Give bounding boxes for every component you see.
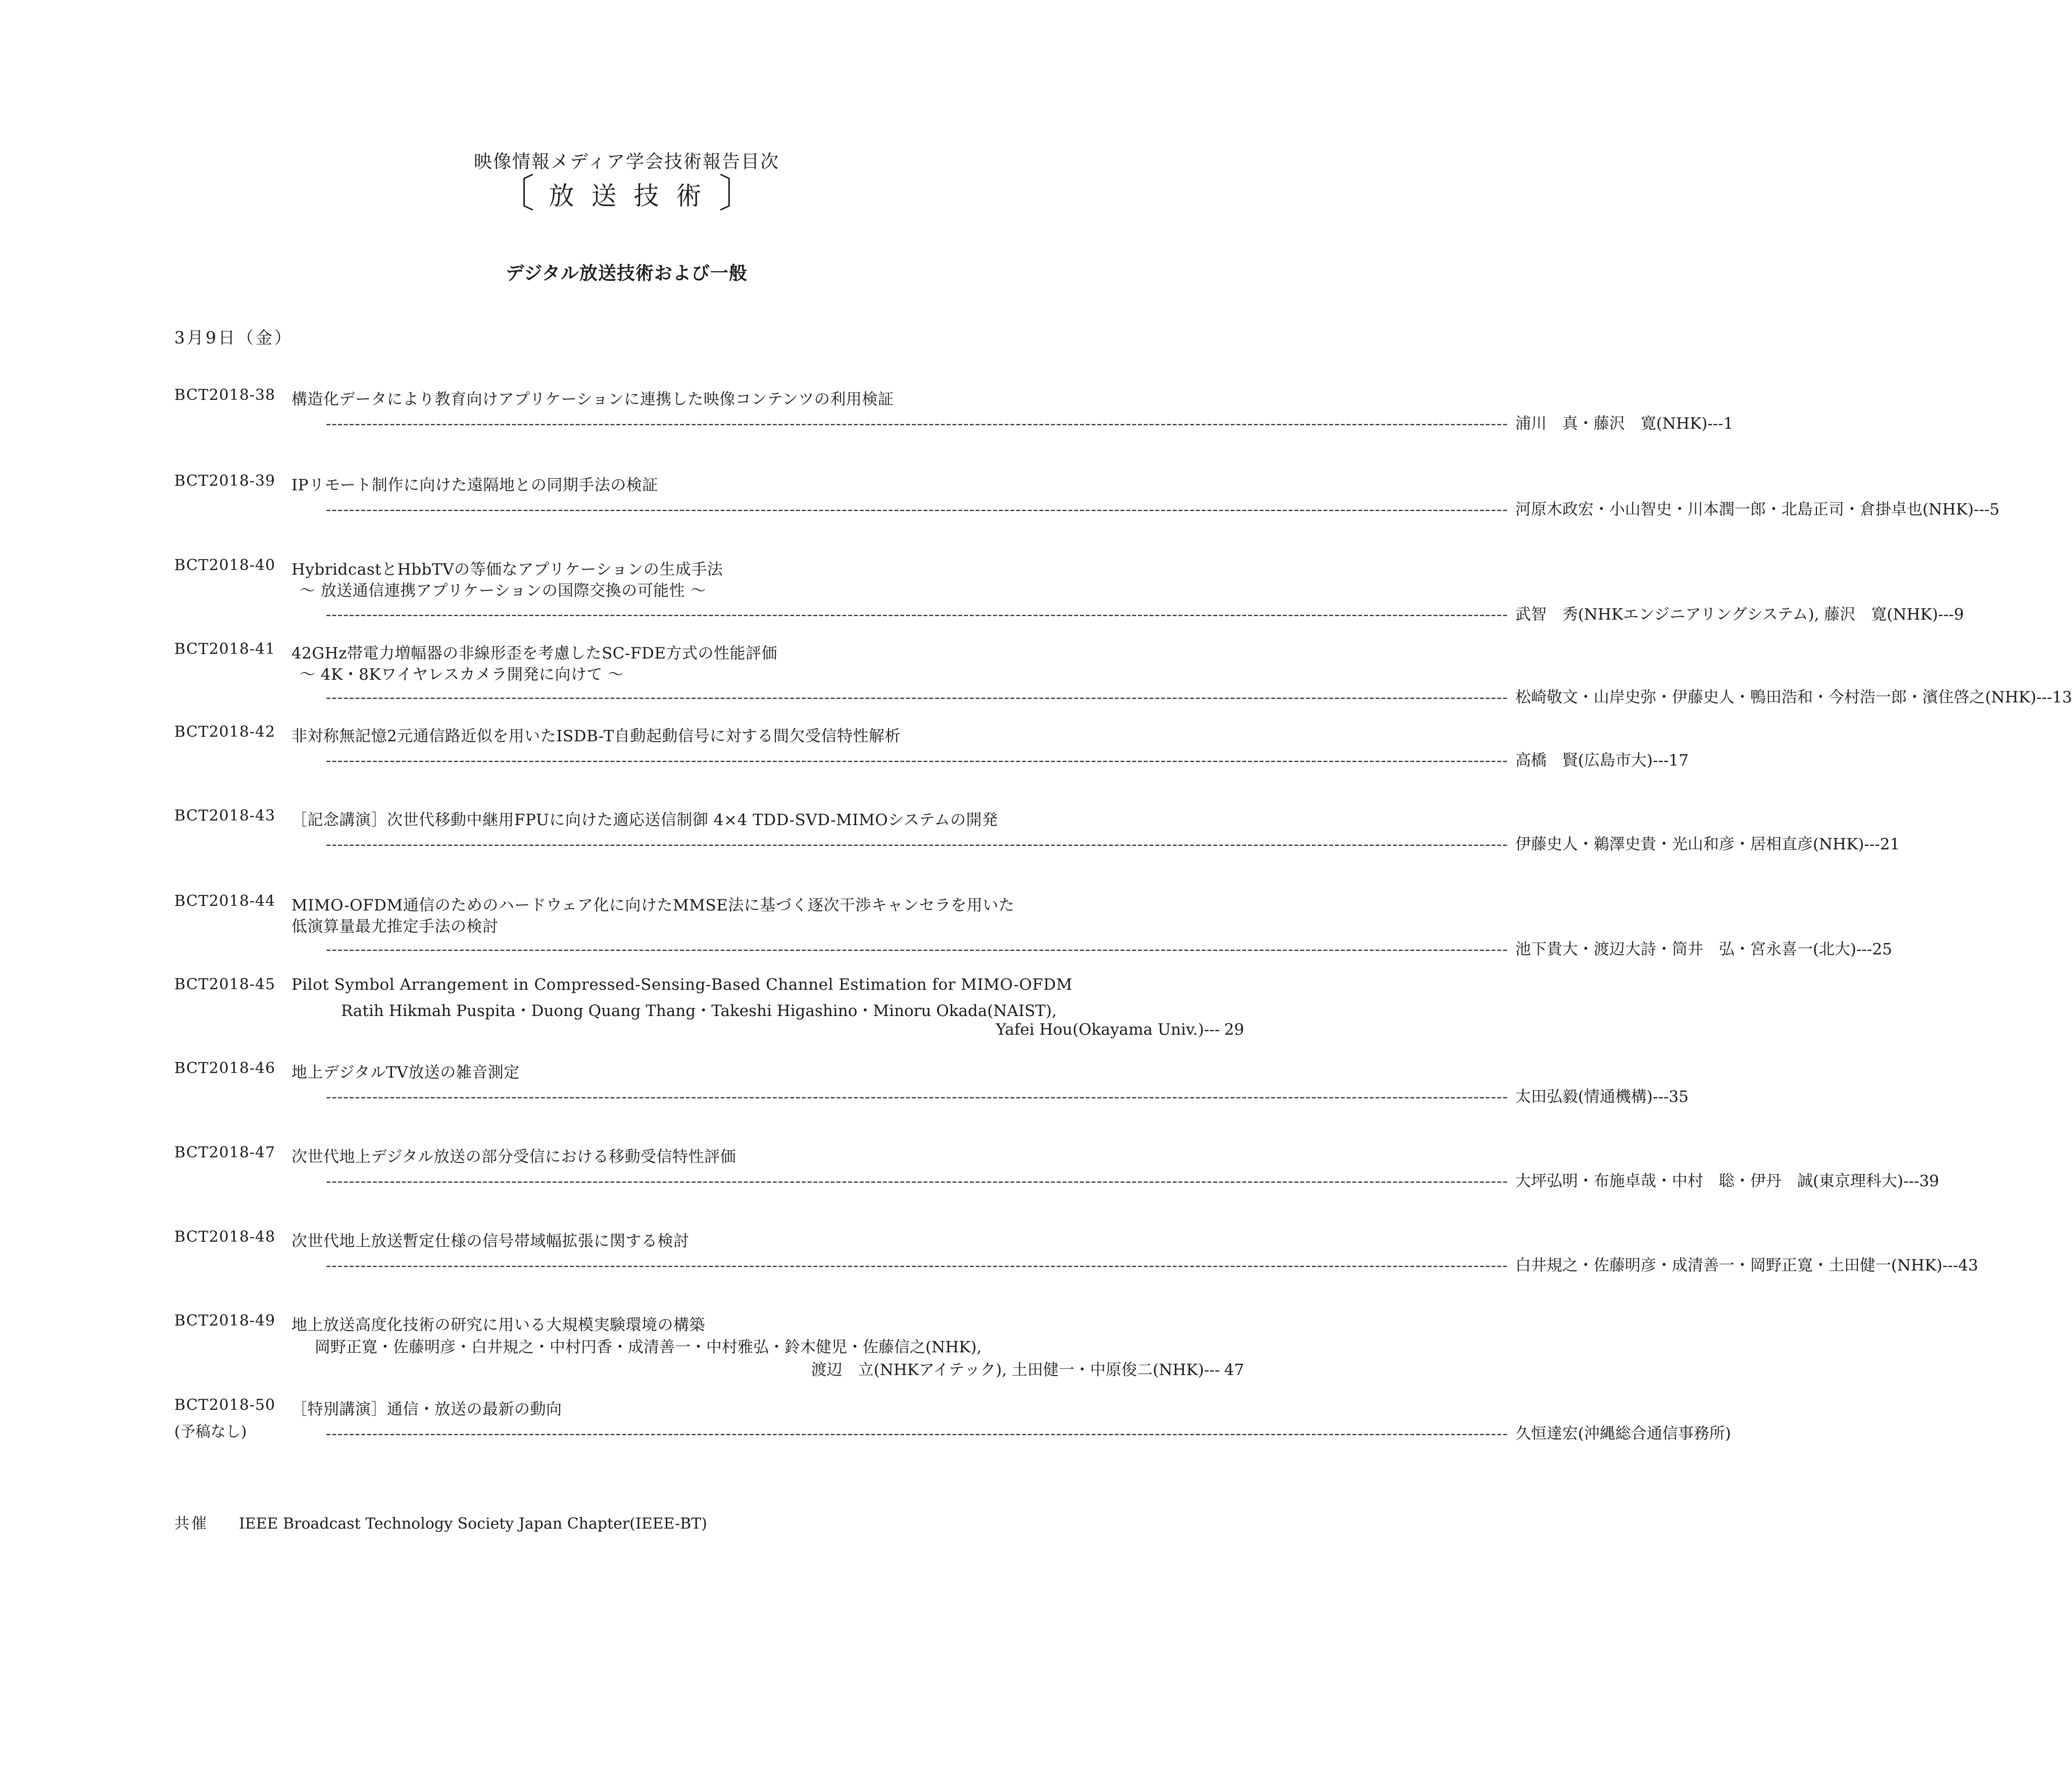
entry-page: 17 xyxy=(1668,751,1689,770)
leader-dashes: ------------------------------------------------------------------------------------------------------------------------------------------------------------------------------------------------------------ xyxy=(326,751,1508,770)
entry-authors-line2: 渡辺 立(NHKアイテック), 土田健一・中原俊二(NHK) xyxy=(811,1361,1204,1379)
entry-title: MIMO-OFDM通信のためのハードウェア化に向けたMMSE法に基づく逐次干渉キャンセラを用いた xyxy=(291,896,1015,915)
entry-author-line: 渡辺 立(NHKアイテック), 土田健一・中原俊二(NHK) --- 47 xyxy=(326,1357,1244,1380)
entry-authors: 白井規之・佐藤明彦・成清善一・岡野正寛・土田健一(NHK) xyxy=(1515,1256,1943,1275)
entry-author-line xyxy=(326,1421,1732,1443)
entry-author-line: ------------------------------------------------------------------------------------------------------------------------------------------------------------------------------------------------------------ 太田弘毅(情通機構) --- 35 xyxy=(326,1084,1244,1106)
entry-author-line: ------------------------------------------------------------------------------------------------------------------------------------------------------------------------------------------------------------ 松崎敬文・山岸史弥・伊藤史人・鴨田浩和・今村浩一郎・濱住啓之(NHK) --- 13 xyxy=(326,684,1244,707)
leader-dashes: ------------------------------------------------------------------------------------------------------------------------------------------------------------------------------------------------------------ xyxy=(326,500,1508,519)
entry-title: ［記念講演］次世代移動中継用FPUに向けた適応送信制御 4×4 TDD-SVD-MIMOシステムの開発 xyxy=(291,811,998,829)
entry-title: 地上デジタルTV放送の雑音測定 xyxy=(291,1064,520,1082)
entry-id: BCT2018-41 xyxy=(174,640,276,658)
entry-authors: 池下貴大・渡辺大詩・筒井 弘・宮永喜一(北大) xyxy=(1515,940,1857,958)
entry-title: 構造化データにより教育向けアプリケーションに連携した映像コンテンツの利用検証 xyxy=(291,390,894,409)
category-name: 放送技術 xyxy=(549,181,719,211)
entry-authors: 松崎敬文・山岸史弥・伊藤史人・鴨田浩和・今村浩一郎・濱住啓之(NHK) xyxy=(1515,688,2037,706)
entry-title: HybridcastとHbbTVの等価なアプリケーションの生成手法 xyxy=(291,561,723,579)
entry-authors: 浦川 真・藤沢 寛(NHK) xyxy=(1515,415,1708,433)
entry-id xyxy=(174,1396,275,1441)
entry-author-line: ------------------------------------------------------------------------------------------------------------------------------------------------------------------------------------------------------------ 池下貴大・渡辺大詩・筒井 弘・宮永喜一(北大) --- 25 xyxy=(326,936,1244,959)
entry-page: 13 xyxy=(2052,688,2072,706)
entry-authors-line2: Yafei Hou(Okayama Univ.) xyxy=(996,1021,1204,1039)
entry-title: 次世代地上デジタル放送の部分受信における移動受信特性評価 xyxy=(291,1148,736,1166)
session-date: 3月9日（金） xyxy=(174,328,293,347)
entry-authors: 武智 秀(NHKエンジニアリングシステム), 藤沢 寛(NHK) xyxy=(1515,605,1938,624)
entry-authors: 高橋 賢(広島市大) xyxy=(1515,751,1653,770)
entry-id: BCT2018-40 xyxy=(174,556,276,574)
entry-author-line: ------------------------------------------------------------------------------------------------------------------------------------------------------------------------------------------------------------ 河原木政宏・小山智史・川本潤一郎・北島正司・倉掛卓也(NHK) --- 5 xyxy=(326,496,1244,519)
sponsor-line xyxy=(174,1511,707,1533)
entry-title: 次世代地上放送暫定仕様の信号帯域幅拡張に関する検討 xyxy=(291,1232,689,1250)
leader-dashes: ------------------------------------------------------------------------------------------------------------------------------------------------------------------------------------------------------------ xyxy=(326,1172,1508,1190)
entry-title: 地上放送高度化技術の研究に用いる大規模実験環境の構築 xyxy=(291,1316,705,1334)
entry-authors: 河原木政宏・小山智史・川本潤一郎・北島正司・倉掛卓也(NHK) xyxy=(1515,500,1974,519)
entry-author-line: ------------------------------------------------------------------------------------------------------------------------------------------------------------------------------------------------------------ 大坪弘明・布施卓哉・中村 聡・伊丹 誠(東京理科大) --- 39 xyxy=(326,1168,1244,1191)
entry-author-line: ------------------------------------------------------------------------------------------------------------------------------------------------------------------------------------------------------------ 武智 秀(NHKエンジニアリングシステム), 藤沢 寛(NHK) --- 9 xyxy=(326,601,1244,624)
close-bracket: 〕 xyxy=(718,171,758,217)
entry-authors: 太田弘毅(情通機構) xyxy=(1515,1088,1653,1106)
entry-title: IPリモート制作に向けた遠隔地との同期手法の検証 xyxy=(291,476,658,494)
entry-authors-line1: Ratih Hikmah Puspita・Duong Quang Thang・Takeshi Higashino・Minoru Okada(NAIST), xyxy=(341,1002,1057,1020)
entry-page: 29 xyxy=(1224,1021,1244,1039)
entry-id: BCT2018-44 xyxy=(174,892,276,910)
leader-dashes: ------------------------------------------------------------------------------------------------------------------------------------------------------------------------------------------------------------ xyxy=(326,940,1508,958)
report-series-title: 映像情報メディア学会技術報告目次 xyxy=(473,151,780,172)
entry-page: 1 xyxy=(1723,415,1734,433)
leader-dashes: ------------------------------------------------------------------------------------------------------------------------------------------------------------------------------------------------------------ xyxy=(326,605,1508,624)
entry-author-line: Yafei Hou(Okayama Univ.) --- 29 xyxy=(996,1021,1244,1039)
leader-dashes: ------------------------------------------------------------------------------------------------------------------------------------------------------------------------------------------------------------ xyxy=(326,1256,1508,1275)
entry-id: BCT2018-47 xyxy=(174,1144,276,1161)
entry-authors: 伊藤史人・鵜澤史貴・光山和彦・居相直彦(NHK) xyxy=(1515,835,1864,853)
leader-dashes: ------------------------------------------------------------------------------------------------------------------------------------------------------------------------------------------------------------ xyxy=(326,1088,1508,1106)
entry-page: 43 xyxy=(1958,1256,1979,1275)
entry-page: 39 xyxy=(1919,1172,1939,1190)
entry-authors-line1: 岡野正寛・佐藤明彦・白井規之・中村円香・成清善一・中村雅弘・鈴木健児・佐藤信之(NHK), xyxy=(315,1338,982,1356)
entry-authors: 久恒達宏(沖縄総合通信事務所) xyxy=(1515,1425,1732,1443)
sponsor-text: IEEE Broadcast Technology Society Japan Chapter(IEEE-BT) xyxy=(239,1515,707,1533)
open-bracket: 〔 xyxy=(495,171,535,217)
entry-id: BCT2018-38 xyxy=(174,386,276,404)
entry-id: BCT2018-49 xyxy=(174,1312,276,1330)
entry-page: 47 xyxy=(1224,1361,1244,1379)
entry-subtitle: ～ 4K・8Kワイヤレスカメラ開発に向けて ～ xyxy=(300,666,624,684)
entry-author-line: ------------------------------------------------------------------------------------------------------------------------------------------------------------------------------------------------------------ 白井規之・佐藤明彦・成清善一・岡野正寛・土田健一(NHK) --- 43 xyxy=(326,1252,1244,1275)
entry-authors: 大坪弘明・布施卓哉・中村 聡・伊丹 誠(東京理科大) xyxy=(1515,1172,1904,1190)
entry-id-text: BCT2018-50 xyxy=(174,1396,276,1414)
entry-subtitle: ～ 放送通信連携アプリケーションの国際交換の可能性 ～ xyxy=(300,582,707,600)
entry-page: 5 xyxy=(1989,500,2000,519)
leader-dashes: ------------------------------------------------------------------------------------------------------------------------------------------------------------------------------------------------------------ xyxy=(326,1425,1508,1443)
entry-page: 9 xyxy=(1954,605,1964,624)
entry-id: BCT2018-42 xyxy=(174,723,276,741)
entry-note: (予稿なし) xyxy=(174,1423,247,1441)
entry-author-line: ------------------------------------------------------------------------------------------------------------------------------------------------------------------------------------------------------------ 伊藤史人・鵜澤史貴・光山和彦・居相直彦(NHK) --- 21 xyxy=(326,831,1244,854)
entry-id: BCT2018-48 xyxy=(174,1228,276,1246)
entry-page: 25 xyxy=(1872,940,1892,958)
entry-title: Pilot Symbol Arrangement in Compressed-Sensing-Based Channel Estimation for MIMO-OFDM xyxy=(291,976,1073,994)
entry-title: 42GHz帯電力増幅器の非線形歪を考慮したSC-FDE方式の性能評価 xyxy=(291,644,777,663)
entry-id: BCT2018-45 xyxy=(174,976,276,993)
entry-page: 21 xyxy=(1880,835,1900,853)
entry-id: BCT2018-43 xyxy=(174,807,276,825)
entry-title: ［特別講演］通信・放送の最新の動向 xyxy=(291,1400,562,1419)
entry-id: BCT2018-46 xyxy=(174,1059,276,1077)
entry-author-line: ------------------------------------------------------------------------------------------------------------------------------------------------------------------------------------------------------------ 浦川 真・藤沢 寛(NHK) --- 1 xyxy=(326,411,1244,433)
entry-title: 非対称無記憶2元通信路近似を用いたISDB-T自動起動信号に対する間欠受信特性解析 xyxy=(291,727,901,745)
entry-subtitle: 低演算量最尤推定手法の検討 xyxy=(291,918,499,936)
entry-id: BCT2018-39 xyxy=(174,472,276,490)
entry-author-line: ------------------------------------------------------------------------------------------------------------------------------------------------------------------------------------------------------------ 高橋 賢(広島市大) --- 17 xyxy=(326,747,1244,770)
leader-dashes: ------------------------------------------------------------------------------------------------------------------------------------------------------------------------------------------------------------ xyxy=(326,688,1508,706)
sponsor-label: 共催 xyxy=(174,1515,209,1533)
session-subtitle: デジタル放送技術および一般 xyxy=(506,263,748,284)
entry-page: 35 xyxy=(1668,1088,1689,1106)
leader-dashes: ------------------------------------------------------------------------------------------------------------------------------------------------------------------------------------------------------------ xyxy=(326,415,1508,433)
leader-dashes: ------------------------------------------------------------------------------------------------------------------------------------------------------------------------------------------------------------ xyxy=(326,835,1508,853)
